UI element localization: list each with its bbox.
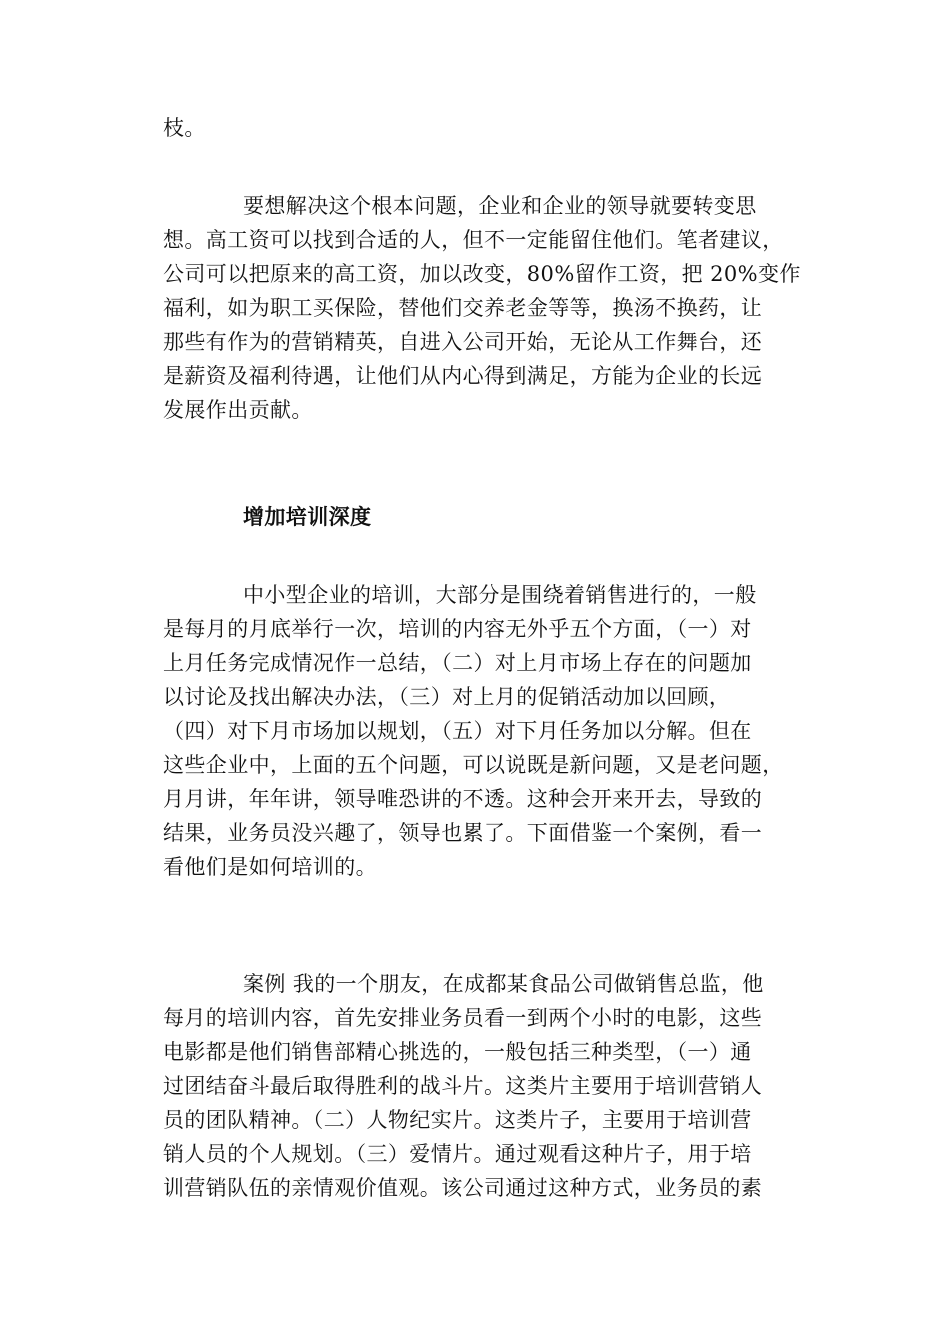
section-heading: [163, 500, 803, 534]
paragraph-1: [163, 189, 803, 427]
paragraph-fragment: [163, 111, 803, 145]
text-line: 以讨论及找出解决办法，（三）对上月的促销活动加以回顾，: [163, 685, 731, 709]
text-line: 上月任务完成情况作一总结，（二）对上月市场上存在的问题加: [163, 651, 752, 675]
heading-text: 增加培训深度: [243, 504, 372, 529]
text-line: 公司可以把原来的高工资，加以改变，80%留作工资，把 20%变作: [163, 262, 801, 286]
text-line: 枝。: [163, 116, 206, 140]
text-line: 电影都是他们销售部精心挑选的，一般包括三种类型，（一）通: [163, 1040, 752, 1064]
text-line: 每月的培训内容，首先安排业务员看一到两个小时的电影，这些: [163, 1006, 763, 1030]
text-line: 月月讲，年年讲，领导唯恐讲的不透。这种会开来开去，导致的: [163, 787, 763, 811]
paragraph-2: [163, 578, 803, 884]
text-line: 是薪资及福利待遇，让他们从内心得到满足，方能为企业的长远: [163, 364, 763, 388]
text-line: 想。高工资可以找到合适的人，但不一定能留住他们。笔者建议，: [163, 228, 784, 252]
text-line: 中小型企业的培训，大部分是围绕着销售进行的，一般: [243, 583, 757, 607]
text-line: 过团结奋斗最后取得胜利的战斗片。这类片主要用于培训营销人: [163, 1074, 763, 1098]
text-line: 结果，业务员没兴趣了，领导也累了。下面借鉴一个案例，看一: [163, 821, 763, 845]
text-line: 销人员的个人规划。（三）爱情片。通过观看这种片子，用于培: [163, 1142, 752, 1166]
text-line: 员的团队精神。（二）人物纪实片。这类片子，主要用于培训营: [163, 1108, 752, 1132]
paragraph-3: [163, 967, 803, 1205]
text-line: 看他们是如何培训的。: [163, 855, 377, 879]
text-line: 福利，如为职工买保险，替他们交养老金等等，换汤不换药，让: [163, 296, 763, 320]
text-line: 那些有作为的营销精英，自进入公司开始，无论从工作舞台，还: [163, 330, 763, 354]
text-line: 要想解决这个根本问题，企业和企业的领导就要转变思: [243, 194, 757, 218]
text-line: 训营销队伍的亲情观价值观。该公司通过这种方式，业务员的素: [163, 1176, 763, 1200]
text-line: 这些企业中，上面的五个问题，可以说既是新问题，又是老问题，: [163, 753, 784, 777]
text-line: （四）对下月市场加以规划，（五）对下月任务加以分解。但在: [163, 719, 752, 743]
text-line: 发展作出贡献。: [163, 398, 313, 422]
text-line: 案例 我的一个朋友，在成都某食品公司做销售总监，他: [243, 972, 764, 996]
text-line: 是每月的月底举行一次，培训的内容无外乎五个方面，（一）对: [163, 617, 752, 641]
